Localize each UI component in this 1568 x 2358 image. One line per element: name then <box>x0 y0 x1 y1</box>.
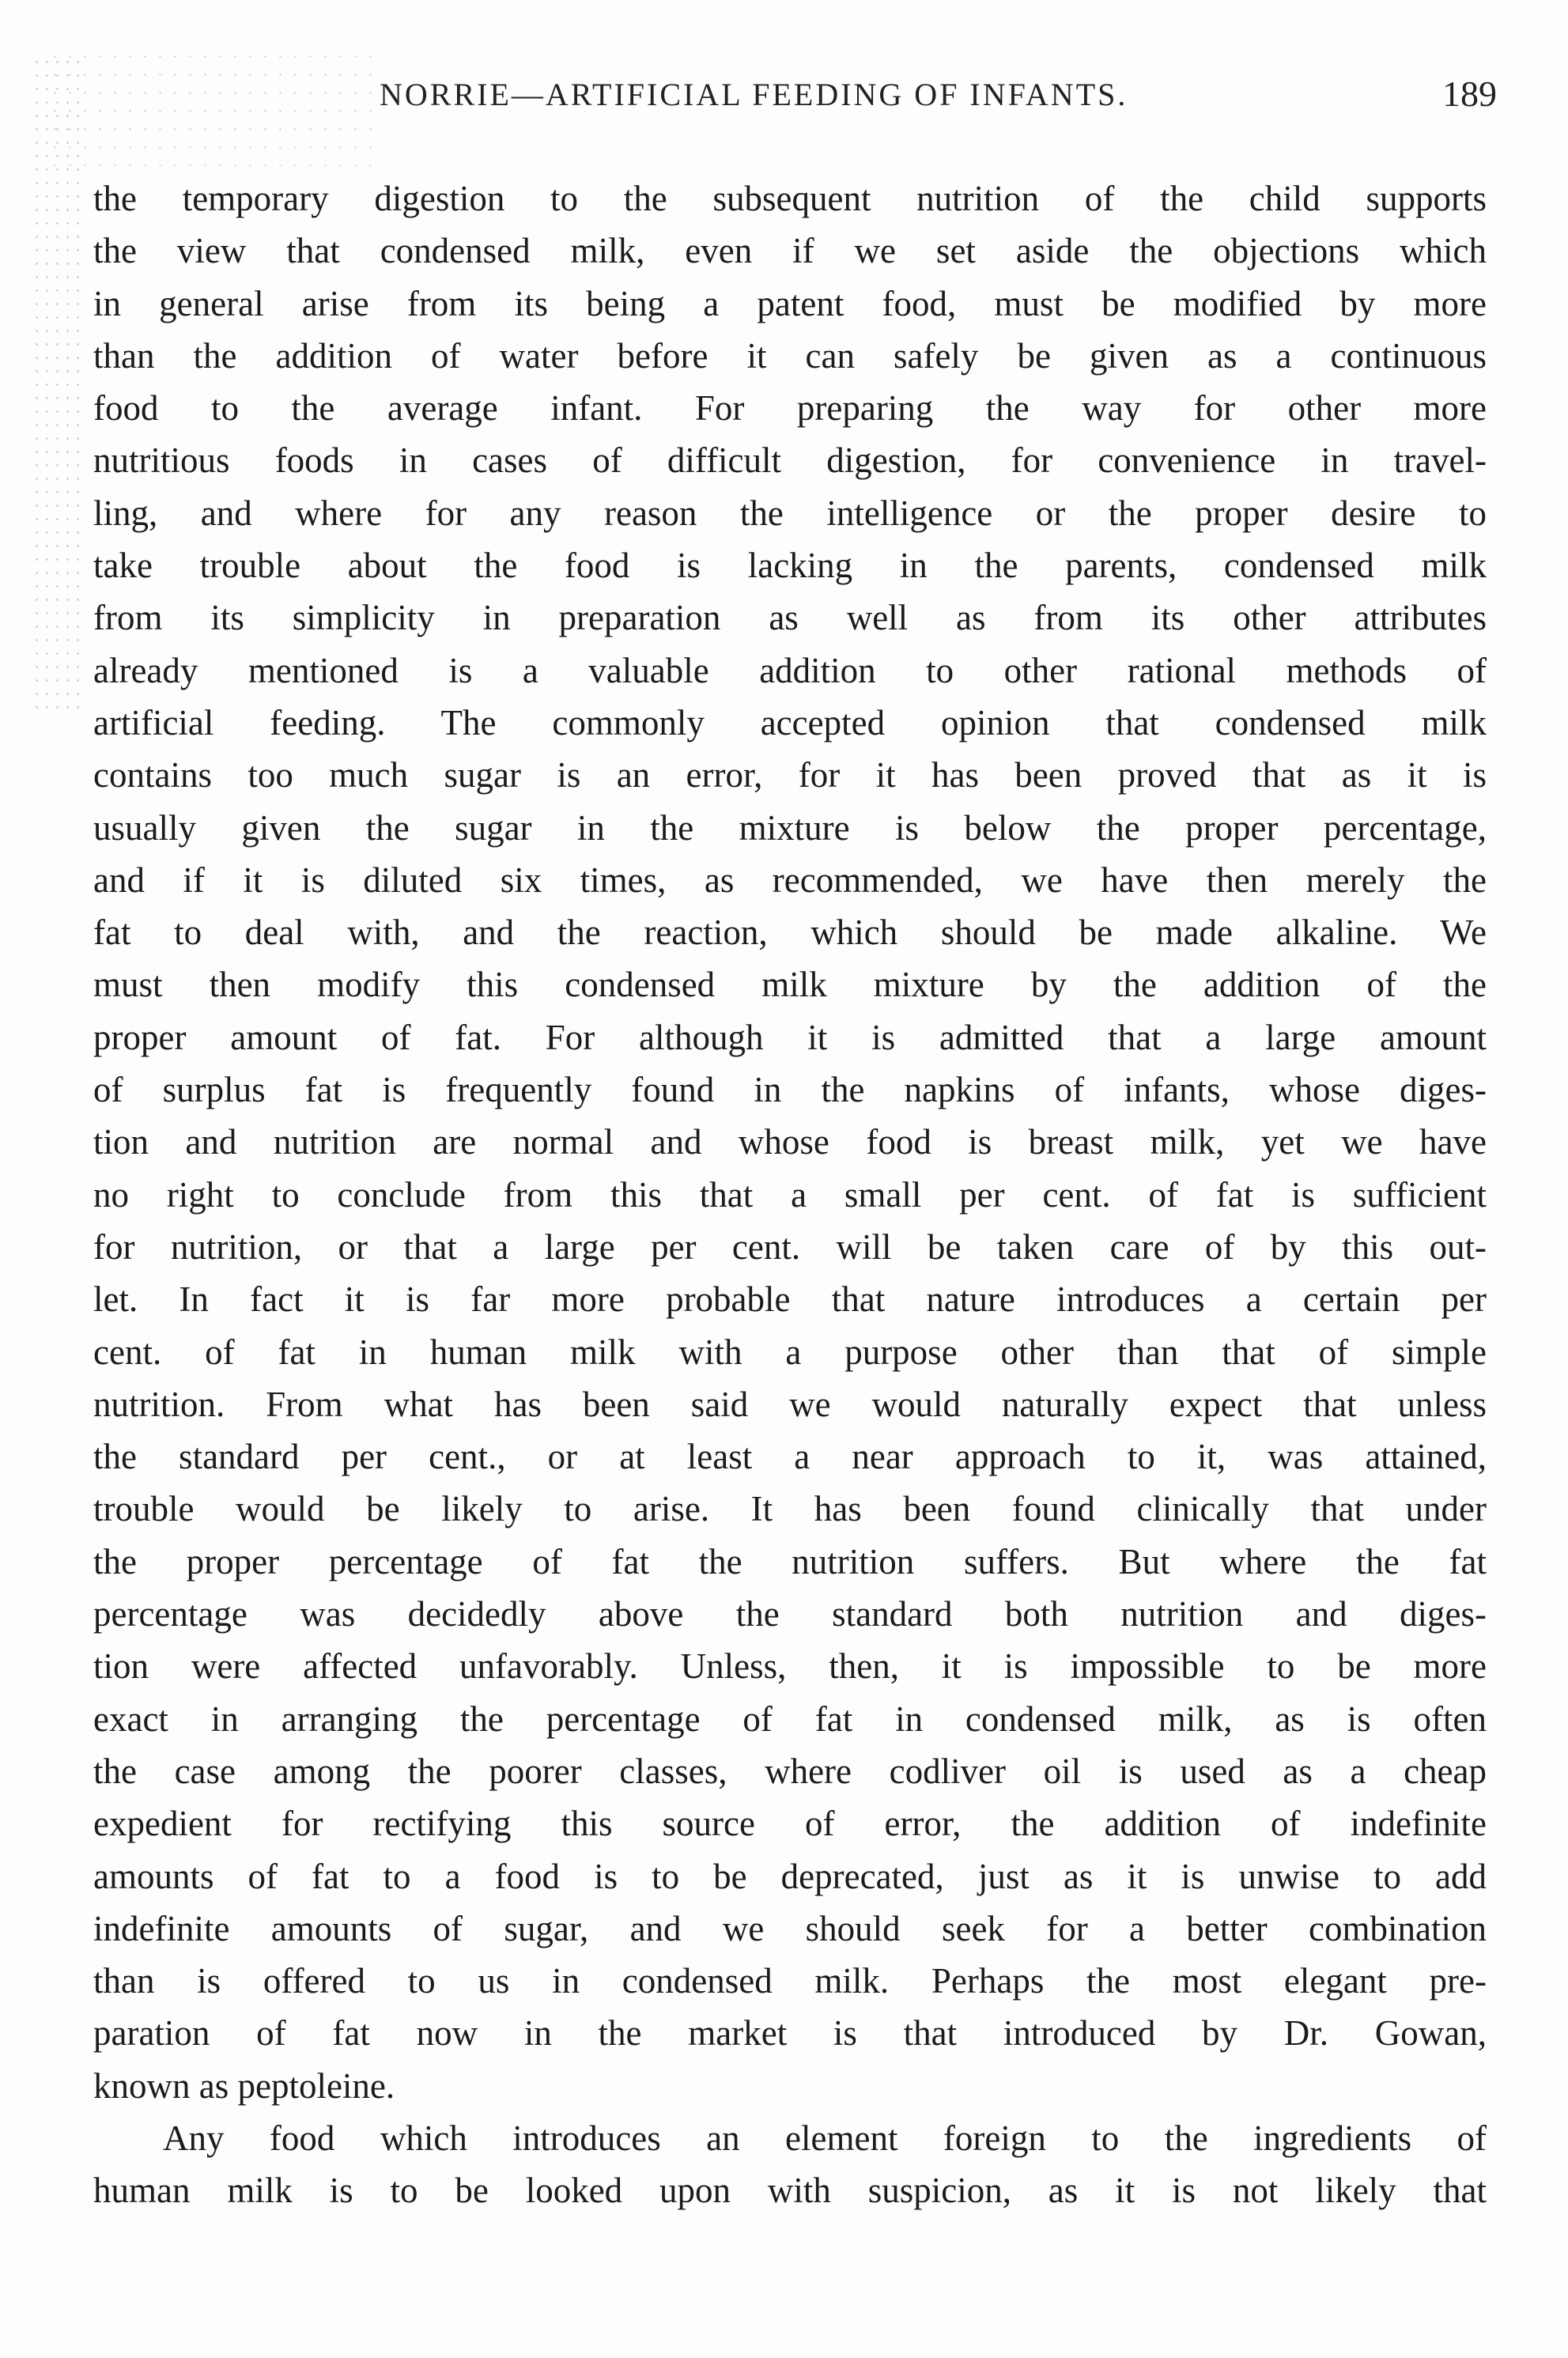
text-line: in general arise from its being a patent food, must be modified by more <box>93 283 1487 323</box>
text-line: must then modify this condensed milk mixture by the addition of the <box>93 965 1487 1005</box>
text-line: exact in arranging the percentage of fat in condensed milk, as is often <box>93 1699 1487 1739</box>
text-line: of surplus fat is frequently found in the napkins of infants, whose diges- <box>93 1070 1487 1110</box>
text-line: for nutrition, or that a large per cent. will be taken care of by this out- <box>93 1226 1487 1267</box>
text-line: nutritious foods in cases of difficult digestion, for convenience in travel- <box>93 440 1487 481</box>
body-text <box>93 172 1487 2217</box>
page-number: 189 <box>1442 74 1497 114</box>
running-head: NORRIE—ARTIFICIAL FEEDING OF INFANTS. <box>380 77 1128 112</box>
scan-noise-top <box>47 47 380 166</box>
text-line: tion and nutrition are normal and whose food is breast milk, yet we have <box>93 1122 1487 1162</box>
text-line: no right to conclude from this that a small per cent. of fat is sufficient <box>93 1174 1487 1215</box>
text-line: trouble would be likely to arise. It has been found clinically that under <box>93 1489 1487 1529</box>
text-line: percentage was decidedly above the standard both nutrition and diges- <box>93 1594 1487 1634</box>
text-line: take trouble about the food is lacking in the parents, condensed milk <box>93 546 1487 586</box>
scan-noise-margin <box>32 55 87 720</box>
text-line: ling, and where for any reason the intelligence or the proper desire to <box>93 493 1487 533</box>
text-line: contains too much sugar is an error, for it has been proved that as it is <box>93 755 1487 795</box>
text-line: tion were affected unfavorably. Unless, then, it is impossible to be more <box>93 1646 1487 1687</box>
text-line: amounts of fat to a food is to be deprecated, just as it is unwise to add <box>93 1856 1487 1896</box>
text-line: the standard per cent., or at least a near approach to it, was attained, <box>93 1437 1487 1477</box>
text-line: food to the average infant. For preparing the way for other more <box>93 388 1487 429</box>
text-line: the proper percentage of fat the nutrition suffers. But where the fat <box>93 1541 1487 1581</box>
text-line: and if it is diluted six times, as recommended, we have then merely the <box>93 860 1487 900</box>
text-line: than is offered to us in condensed milk. Perhaps the most elegant pre- <box>93 1961 1487 2001</box>
text-line: cent. of fat in human milk with a purpose other than that of simple <box>93 1332 1487 1372</box>
text-line: let. In fact it is far more probable that nature introduces a certain per <box>93 1279 1487 1320</box>
paragraph-start-line: Any food which introduces an element foreign to the ingredients of <box>163 2118 1487 2158</box>
text-line: known as peptoleine. <box>93 2065 395 2106</box>
text-line: already mentioned is a valuable addition to other rational methods of <box>93 650 1487 690</box>
text-line: artificial feeding. The commonly accepted opinion that condensed milk <box>93 702 1487 743</box>
text-line: from its simplicity in preparation as well as from its other attributes <box>93 598 1487 638</box>
text-line: proper amount of fat. For although it is admitted that a large amount <box>93 1017 1487 1057</box>
text-line: the view that condensed milk, even if we set aside the objections which <box>93 231 1487 271</box>
text-line: usually given the sugar in the mixture is below the proper percentage, <box>93 807 1487 848</box>
text-line: nutrition. From what has been said we would naturally expect that unless <box>93 1384 1487 1424</box>
text-line: than the addition of water before it can safely be given as a continuous <box>93 335 1487 376</box>
text-line: indefinite amounts of sugar, and we should seek for a better combination <box>93 1908 1487 1948</box>
text-line: fat to deal with, and the reaction, which should be made alkaline. We <box>93 913 1487 953</box>
text-line: human milk is to be looked upon with suspicion, as it is not likely that <box>93 2171 1487 2211</box>
text-line: paration of fat now in the market is that introduced by Dr. Gowan, <box>93 2013 1487 2054</box>
text-line: the case among the poorer classes, where codliver oil is used as a cheap <box>93 1751 1487 1791</box>
text-line: the temporary digestion to the subsequent nutrition of the child supports <box>93 179 1487 218</box>
text-line: expedient for rectifying this source of error, the addition of indefinite <box>93 1804 1487 1844</box>
